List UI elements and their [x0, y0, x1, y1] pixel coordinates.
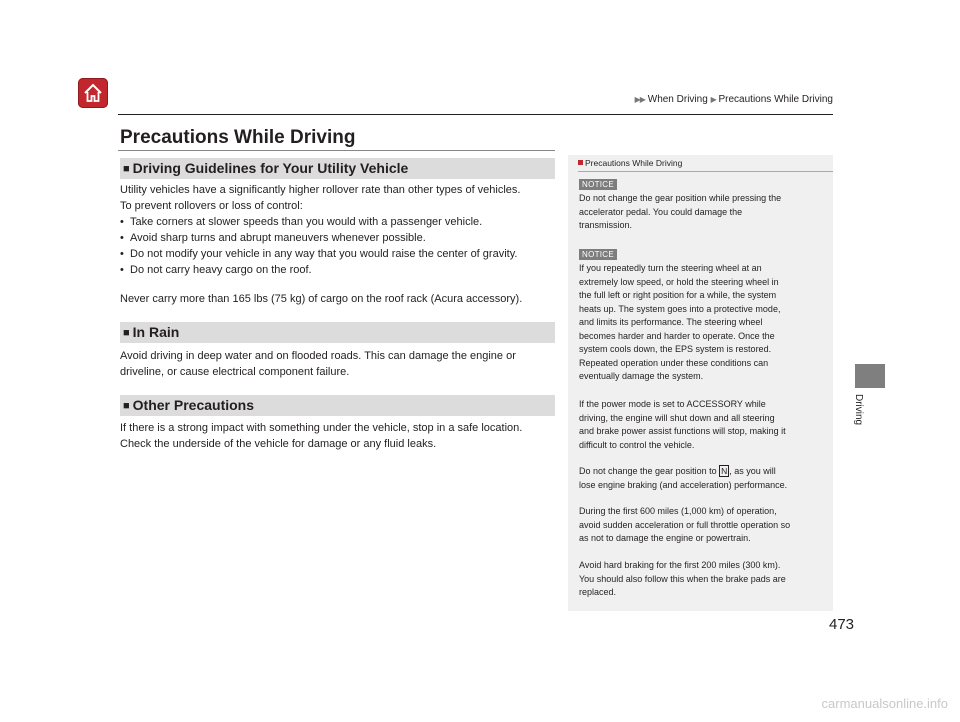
bullet-item: • Do not modify your vehicle in any way that you would raise the center of gravity.: [120, 248, 518, 260]
notice-line: the full left or right position for a while, the system: [579, 290, 777, 300]
reference-marker-icon: [578, 160, 583, 165]
sidebar-line: Avoid hard braking for the first 200 miles (300 km).: [579, 560, 781, 570]
notice-line: extremely low speed, or hold the steering wheel in: [579, 276, 779, 287]
sidebar-divider: [578, 171, 833, 172]
body-line: To prevent rollovers or loss of control:: [120, 200, 303, 212]
notice-text: [579, 192, 829, 233]
sidebar-line: driving, the engine will shut down and all steering: [579, 412, 775, 423]
bullet-item: • Take corners at slower speeds than you would with a passenger vehicle.: [120, 216, 483, 228]
notice-badge: NOTICE: [579, 179, 617, 190]
header-divider: [118, 114, 833, 115]
body-line: driveline, or cause electrical component failure.: [120, 366, 350, 378]
section-heading-text: Other Precautions: [132, 397, 255, 413]
sidebar-line: You should also follow this when the brake pads are: [579, 573, 786, 584]
chapter-tab[interactable]: [855, 364, 885, 388]
sidebar-line: as not to damage the engine or powertrain.: [579, 533, 751, 543]
sidebar-line: lose engine braking (and acceleration) performance.: [579, 479, 788, 490]
section-heading-driving-guidelines: [120, 158, 555, 179]
section-heading-text: In Rain: [132, 324, 180, 340]
section-body-driving-guidelines: [120, 182, 560, 307]
sidebar-text: Do not change the gear position to: [579, 466, 720, 476]
breadcrumb-arrow: ▶: [710, 95, 716, 104]
sidebar-paragraph-braking: [579, 559, 829, 600]
notice-line: and limits its performance. The steering wheel: [579, 317, 763, 327]
notice-text: [579, 262, 829, 384]
sidebar-paragraph-accessory: [579, 398, 829, 452]
breadcrumb: [635, 94, 833, 105]
sidebar-line: and brake power assist functions will stop, making it: [579, 426, 786, 436]
gear-n-key: N: [721, 466, 728, 476]
sidebar-heading: [578, 158, 682, 168]
watermark: carmanualsonline.info: [821, 696, 948, 711]
title-divider: [118, 150, 555, 151]
section-body-other-precautions: [120, 420, 560, 452]
section-body-in-rain: [120, 348, 560, 380]
breadcrumb-link-when-driving[interactable]: When Driving: [647, 94, 708, 105]
square-bullet-icon: ■: [123, 327, 130, 339]
sidebar-line: difficult to control the vehicle.: [579, 439, 695, 450]
bullet-item: • Do not carry heavy cargo on the roof.: [120, 264, 312, 276]
section-heading-text: Driving Guidelines for Your Utility Vehicle: [132, 160, 409, 176]
bullet-item: • Avoid sharp turns and abrupt maneuvers whenever possible.: [120, 232, 426, 244]
breadcrumb-current: Precautions While Driving: [718, 94, 833, 105]
chapter-tab-label[interactable]: Driving: [853, 394, 864, 426]
sidebar-heading-text: Precautions While Driving: [585, 158, 683, 168]
sidebar-line: If the power mode is set to ACCESSORY while: [579, 399, 766, 409]
body-line: Check the underside of the vehicle for damage or any fluid leaks.: [120, 438, 437, 450]
square-bullet-icon: ■: [123, 400, 130, 412]
bullet-text: Do not carry heavy cargo on the roof.: [130, 264, 312, 276]
square-bullet-icon: ■: [123, 163, 130, 175]
section-heading-other-precautions: [120, 395, 555, 416]
body-line: Avoid driving in deep water and on flooded roads. This can damage the engine or: [120, 350, 516, 362]
sidebar-line: During the first 600 miles (1,000 km) of operation,: [579, 506, 777, 516]
sidebar-paragraph-break-in: [579, 505, 829, 546]
body-line: Never carry more than 165 lbs (75 kg) of cargo on the roof rack (Acura accessory).: [120, 293, 523, 305]
notice-line: Repeated operation under these conditions can: [579, 357, 769, 368]
sidebar-paragraph-neutral: [579, 465, 829, 492]
notice-line: eventually damage the system.: [579, 371, 704, 381]
notice-line: transmission.: [579, 220, 633, 230]
home-icon: [82, 82, 104, 104]
notice-line: accelerator pedal. You could damage the: [579, 206, 743, 217]
page-title: Precautions While Driving: [120, 127, 356, 148]
sidebar-text: , as you will: [729, 466, 776, 476]
sidebar-line: avoid sudden acceleration or full throttle operation so: [579, 519, 791, 530]
page-number: 473: [829, 616, 855, 633]
notice-badge: NOTICE: [579, 249, 617, 260]
bullet-text: Take corners at slower speeds than you would with a passenger vehicle.: [130, 216, 483, 228]
home-button[interactable]: [78, 78, 108, 108]
notice-line: If you repeatedly turn the steering wheel at an: [579, 263, 762, 273]
breadcrumb-arrow: ▶▶: [634, 95, 645, 104]
bullet-text: Do not modify your vehicle in any way that you would raise the center of gravity.: [130, 248, 518, 260]
notice-line: becomes harder and harder to operate. Once the: [579, 330, 775, 341]
bullet-text: Avoid sharp turns and abrupt maneuvers whenever possible.: [130, 232, 426, 244]
section-heading-in-rain: [120, 322, 555, 343]
body-line: Utility vehicles have a significantly higher rollover rate than other types of vehicles.: [120, 184, 521, 196]
notice-line: Do not change the gear position while pressing the: [579, 193, 782, 203]
sidebar-line: [579, 465, 829, 479]
notice-line: system cools down, the EPS system is restored.: [579, 344, 772, 354]
sidebar-line: replaced.: [579, 587, 617, 597]
body-line: If there is a strong impact with something under the vehicle, stop in a safe location.: [120, 422, 523, 434]
notice-line: heats up. The system goes into a protective mode,: [579, 303, 781, 314]
